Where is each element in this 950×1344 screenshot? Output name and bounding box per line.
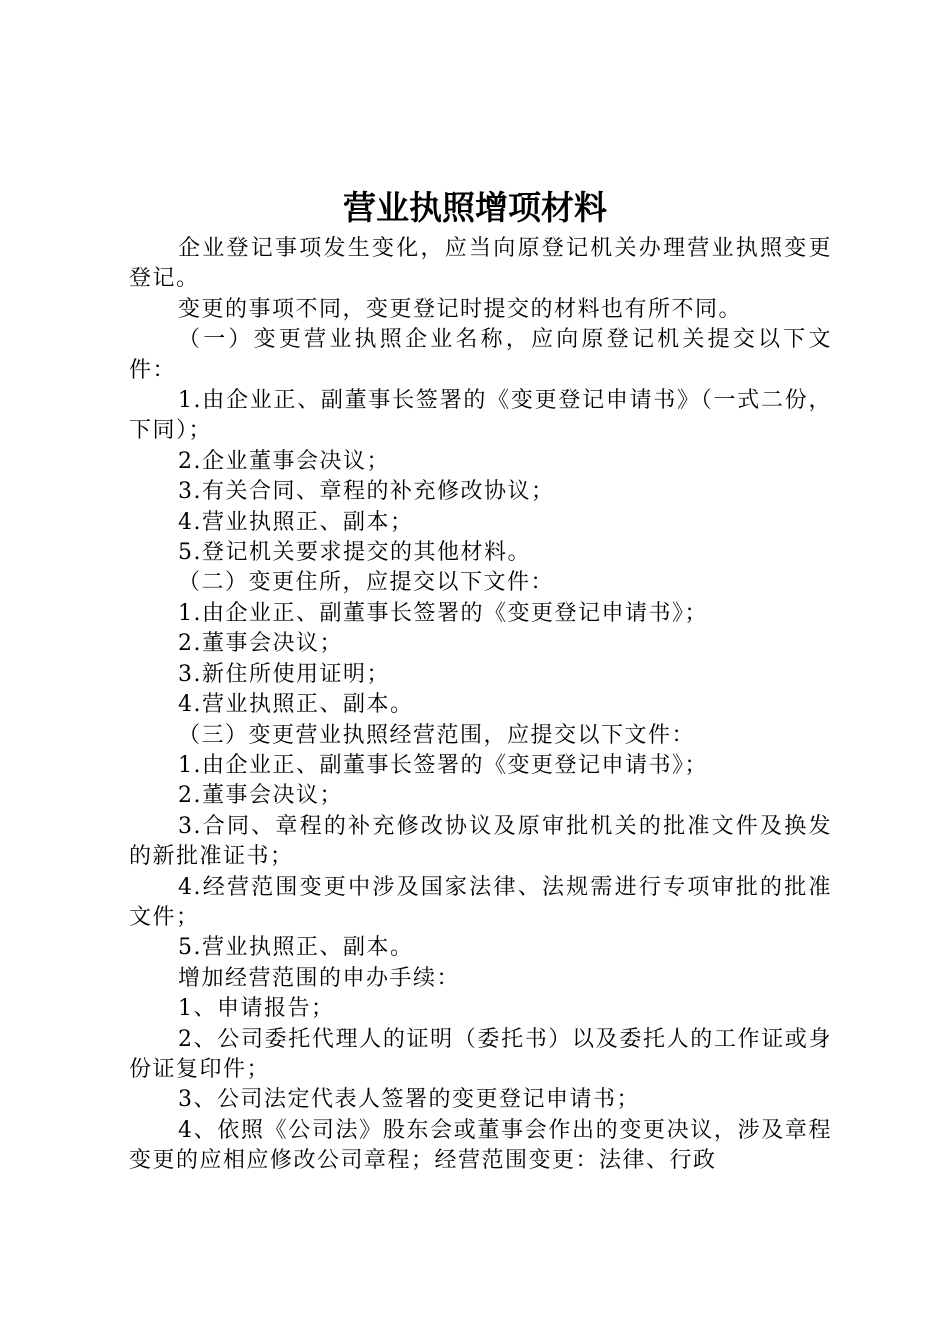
list-item: 3.新住所使用证明； bbox=[178, 661, 390, 687]
section-heading: 增加经营范围的申办手续： bbox=[178, 965, 461, 991]
paragraph: 变更的事项不同，变更登记时提交的材料也有所不同。 bbox=[178, 296, 743, 322]
list-item: 5.营业执照正、副本。 bbox=[178, 935, 414, 961]
section-heading: （一）变更营业执照企业名称，应向原登记机关提交以下文件： bbox=[129, 327, 832, 383]
section-heading: （三）变更营业执照经营范围，应提交以下文件： bbox=[178, 722, 696, 748]
list-item: 2.董事会决议； bbox=[178, 631, 343, 657]
document-title: 营业执照增项材料 bbox=[343, 188, 607, 227]
list-item: 4.经营范围变更中涉及国家法律、法规需进行专项审批的批准文件； bbox=[129, 874, 832, 930]
list-item: 1.由企业正、副董事长签署的《变更登记申请书》（一式二份，下同）； bbox=[129, 388, 832, 444]
list-item: 4、依照《公司法》股东会或董事会作出的变更决议，涉及章程变更的应相应修改公司章程；经营范围变更：法律、行政 bbox=[129, 1117, 832, 1174]
list-item: 3.合同、章程的补充修改协议及原审批机关的批准文件及换发的新批准证书； bbox=[129, 813, 832, 870]
list-item: 3、公司法定代表人签署的变更登记申请书； bbox=[178, 1087, 640, 1113]
list-item: 1.由企业正、副董事长签署的《变更登记申请书》； bbox=[178, 752, 708, 778]
list-item: 2.企业董事会决议； bbox=[178, 448, 390, 474]
list-item: 4.营业执照正、副本。 bbox=[178, 692, 414, 718]
list-item: 4.营业执照正、副本； bbox=[178, 509, 414, 535]
document-body bbox=[129, 234, 832, 1177]
list-item: 2.董事会决议； bbox=[178, 783, 343, 809]
section-heading: （二）变更住所，应提交以下文件： bbox=[178, 570, 555, 596]
paragraph: 企业登记事项发生变化，应当向原登记机关办理营业执照变更登记。 bbox=[129, 236, 832, 292]
list-item: 5.登记机关要求提交的其他材料。 bbox=[178, 540, 531, 566]
list-item: 1.由企业正、副董事长签署的《变更登记申请书》； bbox=[178, 600, 708, 626]
list-item: 3.有关合同、章程的补充修改协议； bbox=[178, 479, 555, 505]
list-item: 2、公司委托代理人的证明（委托书）以及委托人的工作证或身份证复印件； bbox=[129, 1026, 832, 1082]
list-item: 1、申请报告； bbox=[178, 996, 335, 1022]
